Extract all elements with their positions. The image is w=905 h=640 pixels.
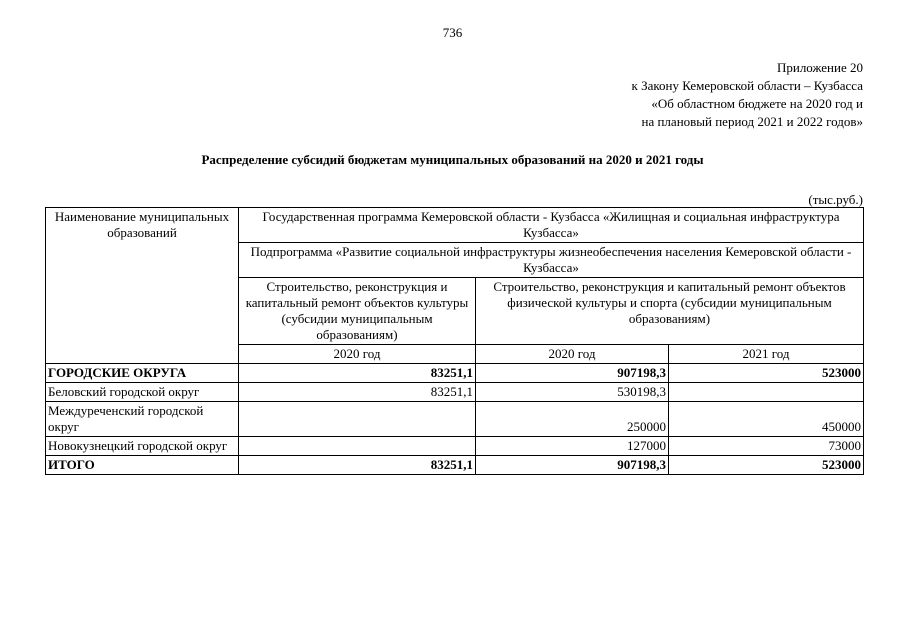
header-program: Государственная программа Кемеровской области - Кузбасса «Жилищная и социальная инфраструктура Кузбасса» [239, 208, 864, 243]
cell-culture-2020 [239, 437, 476, 456]
appendix-line: на плановый период 2021 и 2022 годов» [641, 114, 863, 129]
cell-culture-2020: 83251,1 [239, 364, 476, 383]
appendix-line: к Закону Кемеровской области – Кузбасса [631, 78, 863, 93]
header-row [46, 208, 864, 243]
cell-sport-2020: 907198,3 [476, 364, 669, 383]
appendix-line: Приложение 20 [776, 60, 863, 75]
document-title: Распределение субсидий бюджетам муниципальных образований на 2020 и 2021 годы [201, 152, 704, 167]
cell-sport-2020: 127000 [476, 437, 669, 456]
cell-sport-2021: 523000 [669, 364, 864, 383]
cell-sport-2021: 523000 [669, 456, 864, 475]
header-year: 2020 год [476, 345, 669, 364]
header-year: 2020 год [239, 345, 476, 364]
row-name: Беловский городской округ [46, 383, 239, 402]
table-row [46, 437, 864, 456]
units-label: (тыс.руб.) [808, 192, 863, 207]
cell-culture-2020 [239, 402, 476, 437]
cell-sport-2020: 907198,3 [476, 456, 669, 475]
cell-sport-2020: 250000 [476, 402, 669, 437]
row-name: Новокузнецкий городской округ [46, 437, 239, 456]
table-row [46, 383, 864, 402]
cell-sport-2020: 530198,3 [476, 383, 669, 402]
appendix-header [443, 59, 863, 131]
row-name: ГОРОДСКИЕ ОКРУГА [46, 364, 239, 383]
header-name-column: Наименование муниципальных образований [46, 208, 239, 364]
table-row [46, 364, 864, 383]
row-name: ИТОГО [46, 456, 239, 475]
row-name: Междуреченский городской округ [46, 402, 239, 437]
header-culture: Строительство, реконструкция и капитальный ремонт объектов культуры (субсидии муниципальным образованиям) [239, 278, 476, 345]
table-row [46, 402, 864, 437]
cell-sport-2021: 73000 [669, 437, 864, 456]
table-row [46, 456, 864, 475]
cell-culture-2020: 83251,1 [239, 383, 476, 402]
header-sport: Строительство, реконструкция и капитальный ремонт объектов физической культуры и спорта (субсидии муниципальным образованиям) [476, 278, 864, 345]
page-number: 736 [442, 25, 463, 40]
subsidy-table [45, 207, 864, 475]
cell-sport-2021 [669, 383, 864, 402]
header-year: 2021 год [669, 345, 864, 364]
cell-culture-2020: 83251,1 [239, 456, 476, 475]
appendix-line: «Об областном бюджете на 2020 год и [651, 96, 863, 111]
header-subprogram: Подпрограмма «Развитие социальной инфраструктуры жизнеобеспечения населения Кемеровской области - Кузбасса» [239, 243, 864, 278]
cell-sport-2021: 450000 [669, 402, 864, 437]
